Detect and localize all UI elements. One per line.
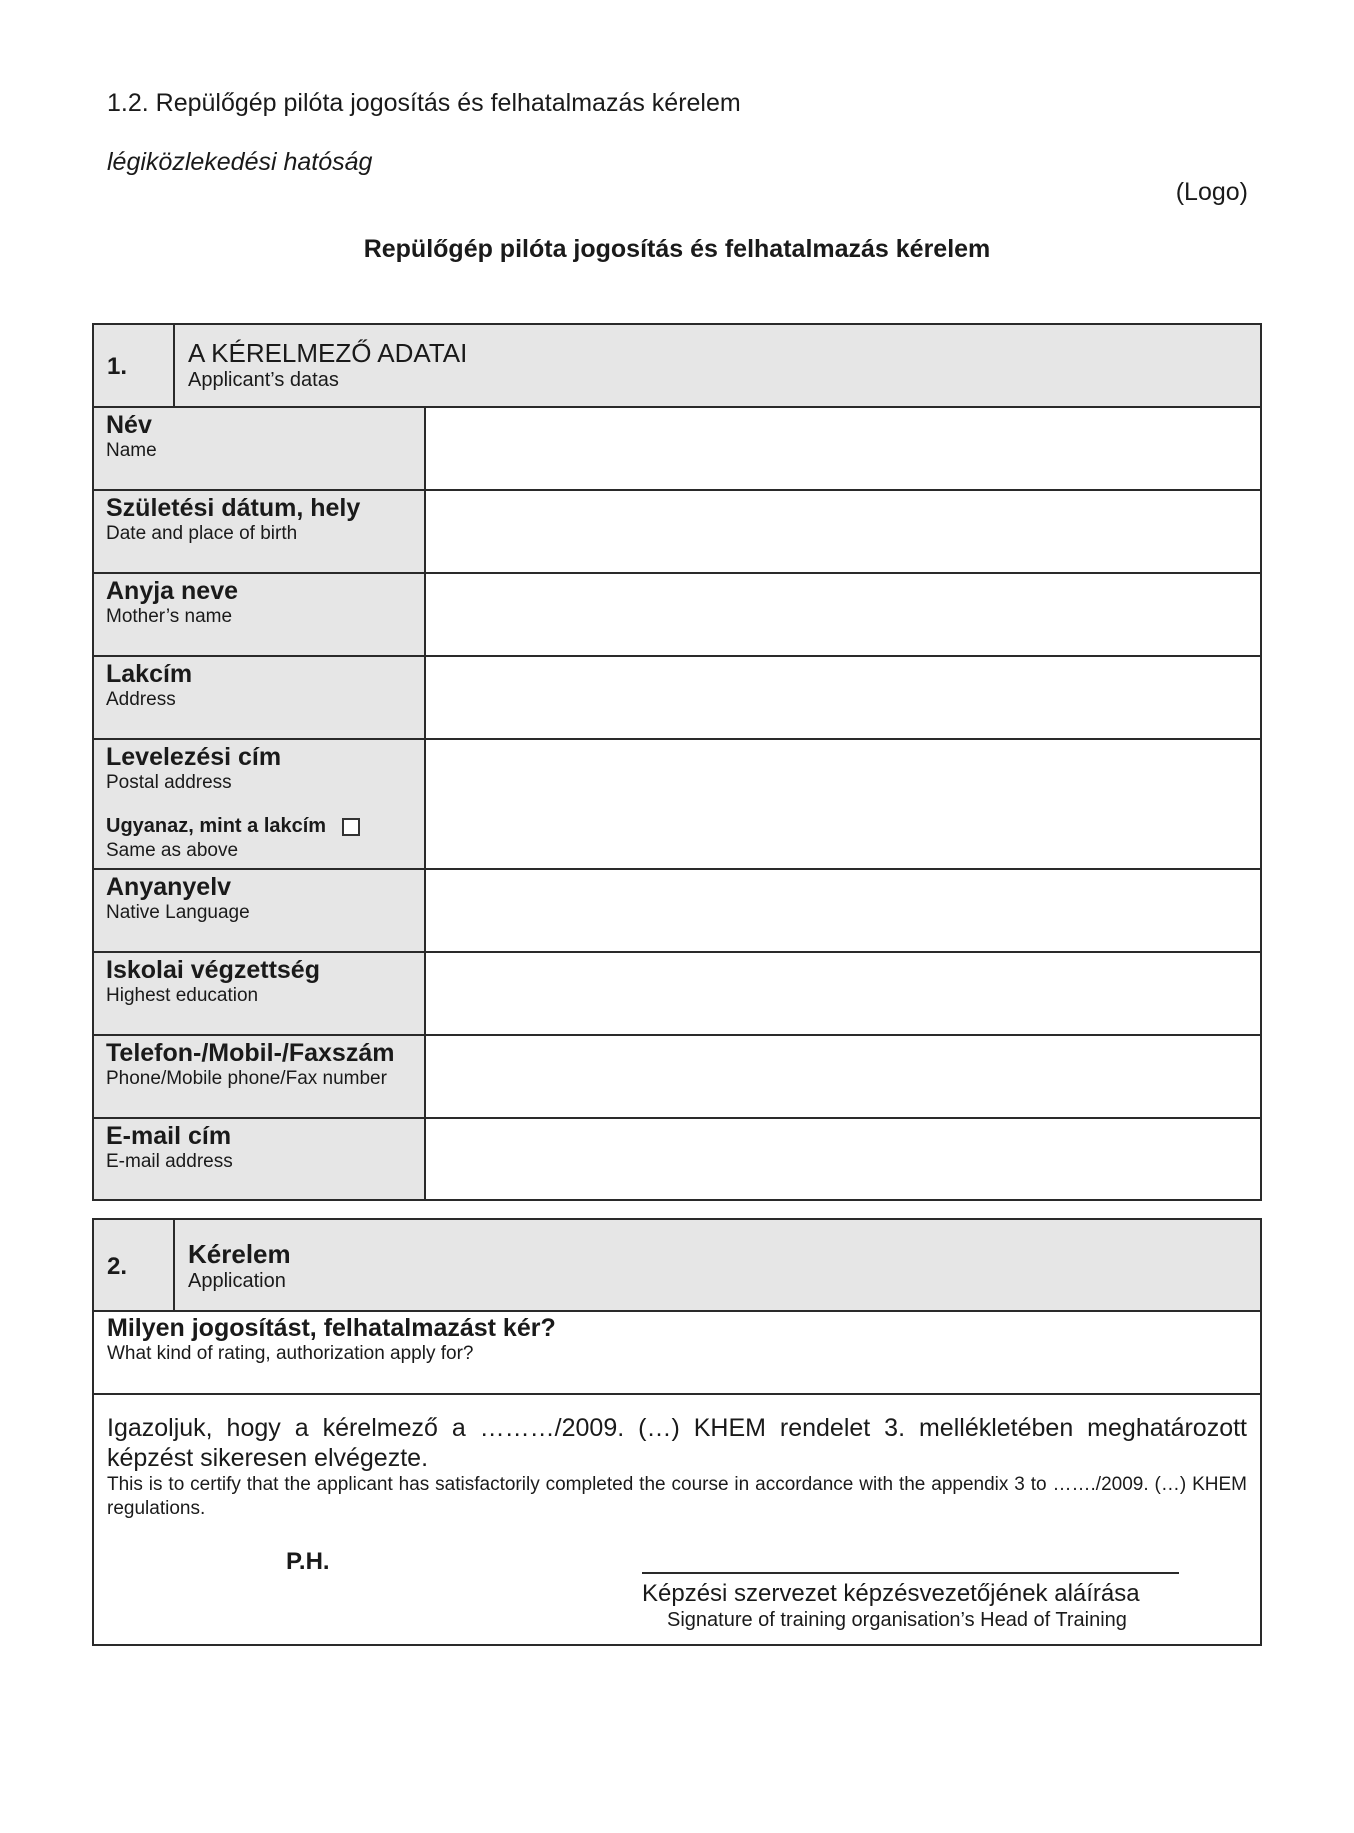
native-language-field[interactable] bbox=[426, 870, 1260, 951]
phone-field[interactable] bbox=[426, 1036, 1260, 1117]
section-number: 2. bbox=[107, 1253, 128, 1280]
authority-name: légiközlekedési hatóság bbox=[107, 148, 373, 176]
birth-field[interactable] bbox=[426, 491, 1260, 572]
rating-answer-field[interactable] bbox=[680, 1314, 1250, 1390]
section-subtitle: Applicant’s datas bbox=[188, 369, 339, 391]
certification-text: Igazoljuk, hogy a kérelmező a ………/2009. (…) KHEM rendelet 3. mellékletében meghatározott képzést sikeresen elvégezte. bbox=[107, 1414, 1247, 1472]
same-as-address-label: Ugyanaz, mint a lakcím bbox=[106, 815, 327, 837]
label-email: E-mail cím E-mail address bbox=[106, 1122, 233, 1172]
label-phone: Telefon-/Mobil-/Faxszám Phone/Mobile phone/Fax number bbox=[106, 1039, 395, 1089]
section-subtitle: Application bbox=[188, 1270, 286, 1292]
same-as-address-checkbox[interactable] bbox=[342, 818, 360, 836]
same-as-address-option bbox=[106, 815, 424, 838]
education-field[interactable] bbox=[426, 953, 1260, 1034]
label-mother-name: Anyja neve Mother’s name bbox=[106, 577, 239, 627]
section-number: 1. bbox=[107, 353, 128, 380]
same-as-address-label-en: Same as above bbox=[106, 840, 239, 861]
label-name: Név Name bbox=[106, 411, 157, 461]
stamp-placeholder: P.H. bbox=[286, 1548, 330, 1575]
postal-address-field[interactable] bbox=[426, 740, 1260, 868]
section-title: A KÉRELMEZŐ ADATAI bbox=[188, 338, 468, 368]
label-education: Iskolai végzettség Highest education bbox=[106, 956, 320, 1006]
label-address: Lakcím Address bbox=[106, 660, 193, 710]
signature-line[interactable] bbox=[642, 1572, 1179, 1574]
certification-statement bbox=[107, 1413, 1247, 1521]
form-title: Repülőgép pilóta jogosítás és felhatalmazás kérelem bbox=[363, 235, 991, 263]
signature-label-en: Signature of training organisation’s Head of Training bbox=[667, 1609, 1127, 1631]
label-birth: Születési dátum, hely Date and place of birth bbox=[106, 494, 361, 544]
logo-placeholder: (Logo) bbox=[1175, 178, 1248, 206]
rating-question: Milyen jogosítást, felhatalmazást kér? bbox=[107, 1314, 556, 1342]
email-field[interactable] bbox=[426, 1119, 1260, 1199]
label-postal-address: Levelezési cím Postal address Ugyanaz, mint a lakcím Same as above bbox=[92, 740, 424, 862]
certification-text-en: This is to certify that the applicant has satisfactorily completed the course in accordance with the appendix 3 to ……./2009. (…) KHEM regulations. bbox=[107, 1474, 1247, 1519]
address-field[interactable] bbox=[426, 657, 1260, 738]
name-field[interactable] bbox=[426, 408, 1260, 489]
signature-label: Képzési szervezet képzésvezetőjének aláírása bbox=[642, 1580, 1140, 1607]
rating-question-en: What kind of rating, authorization apply for? bbox=[107, 1343, 474, 1364]
mother-name-field[interactable] bbox=[426, 574, 1260, 655]
section-title: Kérelem bbox=[188, 1239, 291, 1269]
document-reference: 1.2. Repülőgép pilóta jogosítás és felhatalmazás kérelem bbox=[107, 89, 741, 117]
label-native-language: Anyanyelv Native Language bbox=[106, 873, 250, 923]
